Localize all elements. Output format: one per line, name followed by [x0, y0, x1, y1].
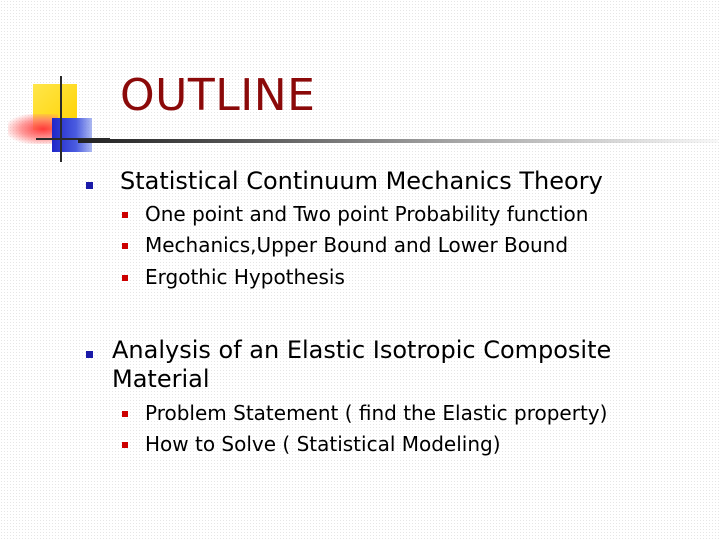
- slide-title: OUTLINE: [120, 70, 316, 121]
- section-item: One point and Two point Probability function: [145, 202, 589, 226]
- section-heading-continued: Material: [112, 365, 210, 393]
- blue-square-shape: [52, 118, 92, 152]
- section-heading: Analysis of an Elastic Isotropic Composite: [112, 336, 612, 364]
- section-item: How to Solve ( Statistical Modeling): [145, 432, 501, 456]
- title-underline: [78, 139, 718, 143]
- section-item: Mechanics,Upper Bound and Lower Bound: [145, 233, 569, 257]
- section-item: Problem Statement ( find the Elastic property): [145, 401, 608, 425]
- section-item: Ergothic Hypothesis: [145, 265, 345, 289]
- sub-bullet-icon: [122, 411, 128, 417]
- vertical-line: [60, 76, 62, 162]
- sub-bullet-icon: [122, 442, 128, 448]
- main-bullet-icon: [86, 182, 93, 189]
- section-heading: Statistical Continuum Mechanics Theory: [120, 167, 603, 195]
- sub-bullet-icon: [122, 275, 128, 281]
- sub-bullet-icon: [122, 212, 128, 218]
- sub-bullet-icon: [122, 243, 128, 249]
- slide-logo-decoration: [0, 70, 110, 170]
- main-bullet-icon: [86, 351, 93, 358]
